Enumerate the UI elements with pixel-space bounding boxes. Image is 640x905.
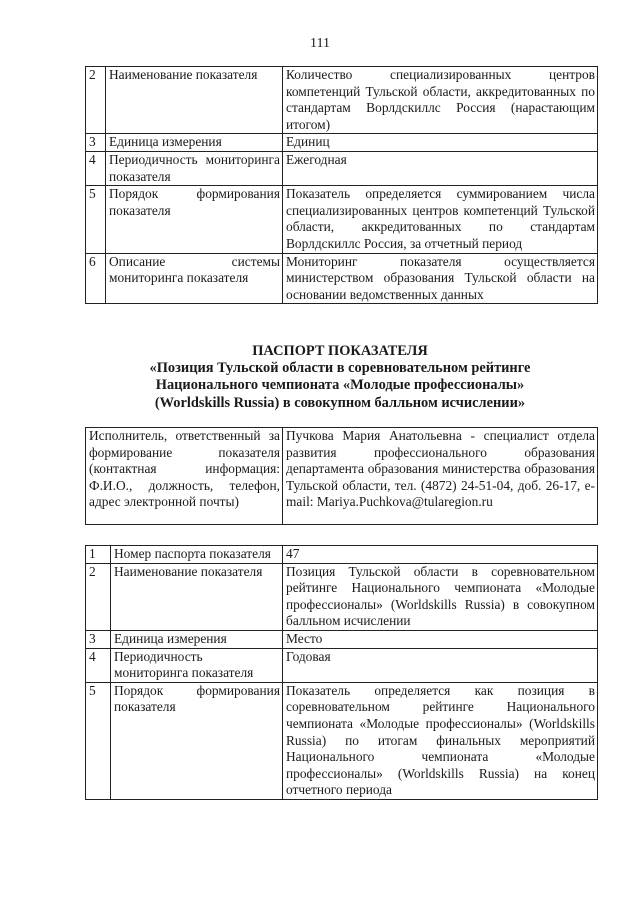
row-value: Количество специализированных центров компетенций Тульской области, аккредитованных по стандартам Ворлдскиллс Россия (нарастающим итогом): [283, 67, 598, 134]
table-row: [86, 648, 598, 682]
table-row: [86, 630, 598, 648]
row-value: Мониторинг показателя осуществляется министерством образования Тульской области на основании ведомственных данных: [283, 253, 598, 304]
row-label: Описание системы мониторинга показателя: [106, 253, 283, 304]
passport-title-line: (Worldskills Russia) в совокупном балльном исчислении»: [154, 394, 526, 411]
row-label: Единица измерения: [106, 134, 283, 152]
table-row: [86, 428, 598, 525]
row-number: 3: [86, 134, 106, 152]
row-number: 2: [86, 563, 111, 630]
row-value: Показатель определяется как позиция в соревновательном рейтинге Национального чемпионата «Молодые профессионалы» (Worldskills Russia) по итогам финальных мероприятий Национального чемпионата «Молодые профессионалы» (Worldskills Russia) на конец отчетного периода: [283, 682, 598, 799]
row-number: 2: [86, 67, 106, 134]
row-number: 1: [86, 546, 111, 564]
passport-title-line: «Позиция Тульской области в соревновательном рейтинге: [149, 360, 531, 377]
table-row: [86, 563, 598, 630]
indicator-passport-table: [85, 545, 598, 800]
table-row: [86, 546, 598, 564]
table-row: [86, 253, 598, 304]
row-value: Позиция Тульской области в соревновательном рейтинге Национального чемпионата «Молодые профессионалы» (Worldskills Russia) в совокупном балльном исчислении: [283, 563, 598, 630]
row-label: Единица измерения: [111, 630, 283, 648]
row-value: Место: [283, 630, 598, 648]
passport-heading: ПАСПОРТ ПОКАЗАТЕЛЯ: [252, 343, 428, 359]
row-value: Единиц: [283, 134, 598, 152]
row-number: 4: [86, 648, 111, 682]
indicator-table-previous: [85, 66, 598, 304]
row-label: Периодичность мониторинга показателя: [111, 648, 283, 682]
row-number: 5: [86, 682, 111, 799]
row-number: 4: [86, 151, 106, 185]
page-number: 111: [310, 36, 330, 51]
row-value: 47: [283, 546, 598, 564]
passport-title-line: Национального чемпионата «Молодые профессионалы»: [155, 377, 525, 394]
row-label: Наименование показателя: [111, 563, 283, 630]
row-number: 5: [86, 186, 106, 253]
row-label: Порядок формирования показателя: [106, 186, 283, 253]
row-value: Показатель определяется суммированием числа специализированных центров компетенций Тульской области, аккредитованных по стандартам Ворлдскиллс Россия, за отчетный период: [283, 186, 598, 253]
row-value: Ежегодная: [283, 151, 598, 185]
row-label: Наименование показателя: [106, 67, 283, 134]
passport-title: [80, 343, 600, 412]
table-row: [86, 67, 598, 134]
executor-label: Исполнитель, ответственный за формирование показателя (контактная информация: Ф.И.О., должность, телефон, адрес электронной почты): [86, 428, 283, 525]
row-number: 6: [86, 253, 106, 304]
row-number: 3: [86, 630, 111, 648]
row-label: Периодичность мониторинга показателя: [106, 151, 283, 185]
table-row: [86, 151, 598, 185]
table-row: [86, 134, 598, 152]
table-row: [86, 682, 598, 799]
row-value: Годовая: [283, 648, 598, 682]
table-row: [86, 186, 598, 253]
row-label: Номер паспорта показателя: [111, 546, 283, 564]
row-label: Порядок формирования показателя: [111, 682, 283, 799]
executor-table: [85, 427, 598, 525]
executor-value: Пучкова Мария Анатольевна - специалист отдела развития профессионального образования департамента образования министерства образования Тульской области, тел. (4872) 24-51-04, доб. 26-17, e-mail: Mariya.Puchkova@tularegion.ru: [283, 428, 598, 525]
